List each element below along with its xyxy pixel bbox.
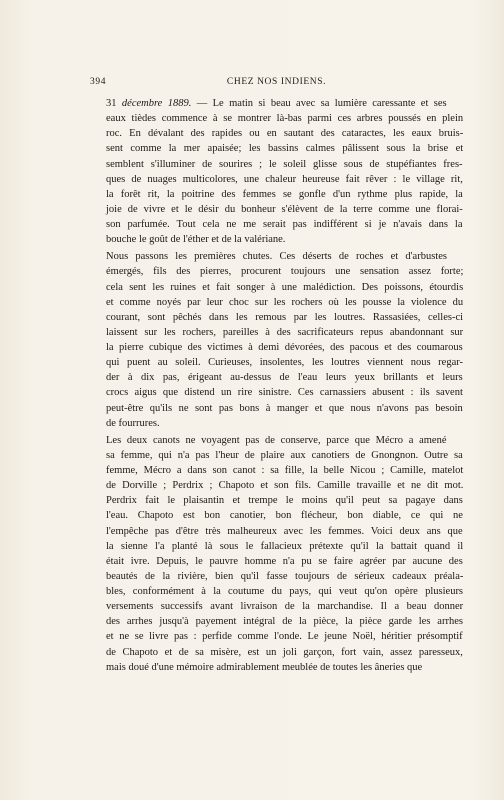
paragraph-line: beautés de la rivière, bien qu'il fasse toujours de sérieux cadeaux préala- <box>106 570 464 582</box>
paragraph-line: l'eau. Chapoto est bon canotier, bon flécheur, bon diable, ce qui ne <box>106 510 463 522</box>
date-heading: décembre 1889. <box>121 98 192 109</box>
paragraph-line <box>90 96 463 111</box>
paragraph-line: était ivre. Depuis, le pauvre homme n'a pu se faire agréer par aucune des <box>106 555 463 567</box>
paragraph-line: des arrhes jusqu'à payement intégral de la pièce, la pièce garde les arrhes <box>106 616 463 628</box>
running-head <box>90 76 463 88</box>
date-day: 31 <box>106 98 117 109</box>
paragraph-line: crocs aigus que distend un rire sinistre. Ces carnassiers abusent : ils savent <box>106 387 463 399</box>
paragraph-line: Nous passons les premières chutes. Ces déserts de roches et d'arbustes <box>106 251 447 263</box>
paragraph-line: la pierre cubique des victimes à demi dévorées, des pacous et des coumarous <box>106 342 463 353</box>
paragraph-line: Les deux canots ne voyagent pas de conserve, parce que Mécro a amené <box>106 434 447 446</box>
paragraph-line: mais doué d'une mémoire admirablement meublée de toutes les âneries que <box>106 661 423 673</box>
page-number: 394 <box>90 77 107 87</box>
paragraph-line: Perdrix fait le plaisantin et trempe le moins qu'il peut sa pagaye dans <box>106 495 463 507</box>
paragraph-line: semblent s'illuminer de sourires ; le soleil glisse sous de stupéfiantes fres- <box>106 158 463 170</box>
paragraph-line: bles, conformément à la coutume du pays, qui veut qu'on opère plusieurs <box>106 586 464 597</box>
paragraph-line: et comme noyés par leur choc sur les rochers où les pousse la violence du <box>106 296 464 308</box>
paragraph-line: roc. En dévalant des rapides ou en sautant des cataractes, les eaux bruis- <box>106 128 464 140</box>
paragraph-3 <box>90 433 463 675</box>
paragraph-line: eaux tièdes commence à se montrer là-bas parmi ces arbres poussés en plein <box>106 113 464 125</box>
paragraph-line: bouche le goût de l'éther et de la valériane. <box>106 234 286 246</box>
paragraph-line: son parfumée. Tout cela ne me serait pas indifférent si je n'avais dans la <box>106 219 463 230</box>
paragraph-line: versements successifs avant livraison de la marchandise. Il a beau donner <box>106 601 464 613</box>
paragraph-line: la forêt rit, la poitrine des femmes se gonfle d'un rythme plus rapide, la <box>106 188 463 200</box>
paragraph-line: ques de nuages multicolores, une chaleur heureuse fait rêver : le village rit, <box>106 173 463 185</box>
paragraph-line: de fourrures. <box>106 417 160 429</box>
paragraph-line: de Dorville ; Perdrix ; Chapoto et son fils. Camille travaille et ne dit mot. <box>106 480 464 492</box>
paragraph-line: laissent sur les rochers, pareilles à des sacrificateurs repus abandonnant sur <box>106 326 464 338</box>
paragraph-line: peut-être qu'ils ne sont pas bons à manger et que nous n'avons pas besoin <box>106 402 463 414</box>
paragraph-line: sa femme, qui n'a pas l'heur de plaire aux canotiers de Gnongnon. Outre sa <box>106 449 463 461</box>
paragraph-1 <box>90 96 463 247</box>
paragraph-line: de Chapoto et de sa misère, est un joli garçon, fort vain, assez paresseux, <box>106 646 463 658</box>
paragraph-line: joie de vivre et le désir du bonheur s'élèvent de la terre comme une florai- <box>106 203 463 215</box>
paragraph-line: émergés, fils des pierres, procurent toujours une sensation assez forte; <box>106 266 464 278</box>
paragraph-line: der à dix pas, érigeant au-dessus de l'eau leurs yeux brillants et leurs <box>106 372 463 384</box>
paragraph-line: et ne se livre pas : perfide comme l'onde. Le jeune Noël, héritier présomptif <box>106 631 463 643</box>
paragraph-line: cela sent les ruines et fait songer à une malédiction. Des poissons, étourdis <box>106 281 464 293</box>
paragraph-line: courant, sont pêchés dans les remous par les loutres. Rassasiées, celles-ci <box>106 311 464 323</box>
body-text <box>90 96 463 675</box>
paragraph-line-text: — Le matin si beau avec sa lumière caressante et ses <box>191 98 447 109</box>
paragraph-line: l'empêche pas d'être très malheureux avec les femmes. Voici deux ans que <box>106 525 463 537</box>
running-title: CHEZ NOS INDIENS. <box>226 77 327 87</box>
paragraph-line: sent comme la mer apaisée; les bassins calmes pâlissent sous la brise et <box>106 143 464 155</box>
paragraph-line: la sienne l'a planté là sous le fallacieux prétexte qu'il la battait quand il <box>106 540 464 552</box>
paragraph-line: qui puent au soleil. Curieuses, insolentes, les loutres viennent nous regar- <box>106 357 464 369</box>
paragraph-2 <box>90 249 463 431</box>
paragraph-line: femme, Mécro a dans son canot : sa fille, la belle Nicou ; Camille, matelot <box>106 465 464 476</box>
